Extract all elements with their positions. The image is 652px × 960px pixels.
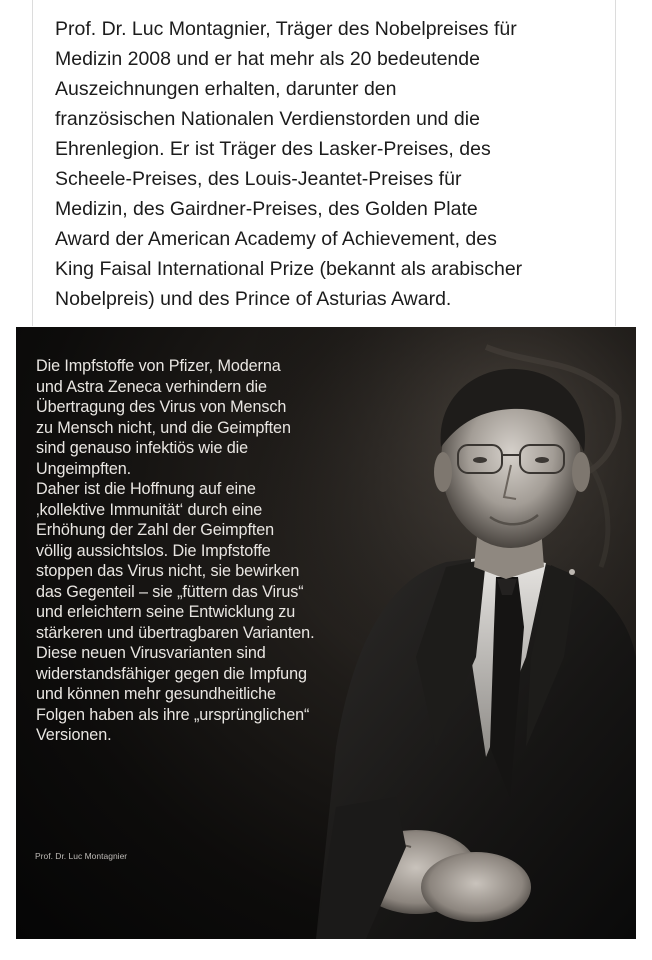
post-text: Prof. Dr. Luc Montagnier, Träger des Nobelpreises für Medizin 2008 und er hat mehr als 20 bedeutende Auszeichnungen erhalten, darunter den französischen Nationalen Verdienstorden und die Ehrenlegion. Er ist Träger des Lasker-Preises, des Scheele-Preises, des Louis-Jeantet-Preises für Medizin, des Gairdner-Preises, des Golden Plate Award der American Academy of Achievement, des King Faisal International Prize (bekannt als arabischer Nobelpreis) und des Prince of Asturias Award. — [55, 18, 523, 310]
quote-signature: Prof. Dr. Luc Montagnier — [35, 851, 128, 861]
quote-text: Die Impfstoffe von Pfizer, Moderna und Astra Zeneca verhindern die Übertragung des Virus von Mensch zu Mensch nicht, und die Geimpften sind genauso infektiös wie die Ungeimpften. Daher ist die Hoffnung auf eine ‚kollektive Immunität‘ durch eine Erhöhung der Zahl der Geimpften völlig aussichtslos. Die Impfstoffe stoppen das Virus nicht, sie bewirken das Gegenteil – sie „füttern das Virus“ und erleichtern seine Entwicklung zu stärkeren und übertragbaren Varianten. Diese neuen Virusvarianten sind widerstandsfähiger gegen die Impfung und können mehr gesundheitliche Folgen haben als ihre „ursprünglichen“ Versionen. — [36, 357, 315, 744]
quote-image[interactable] — [16, 327, 636, 939]
post-text-box — [32, 0, 616, 326]
bottom-strip — [0, 940, 652, 960]
